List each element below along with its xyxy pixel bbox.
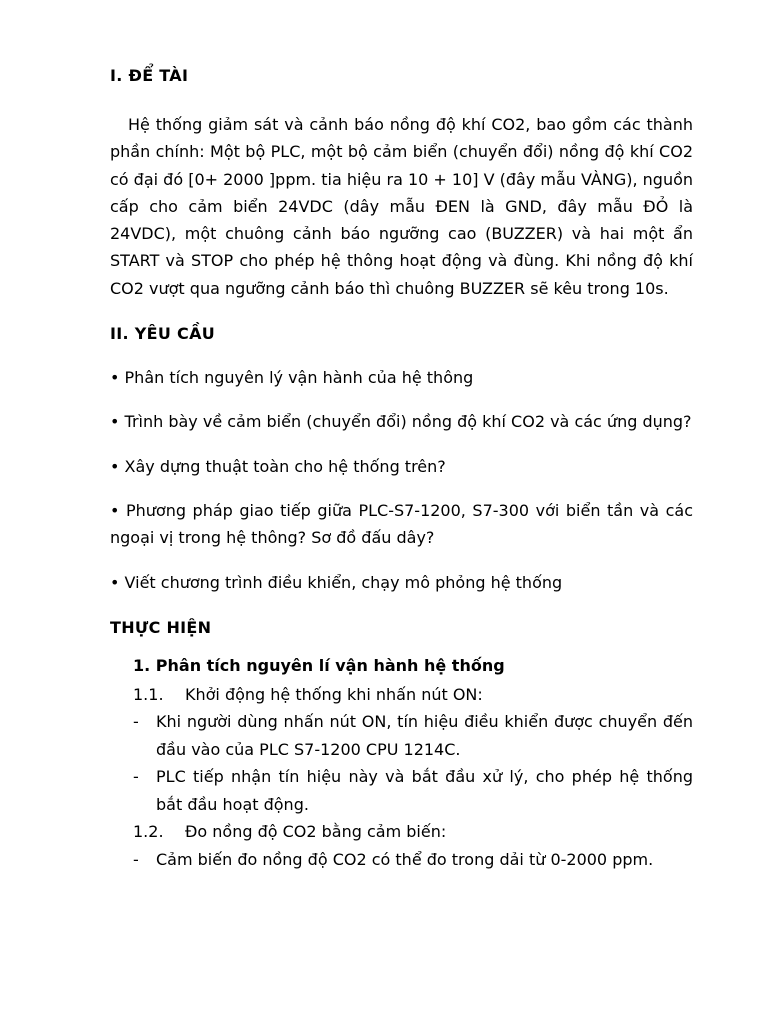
subsection-heading: 1. Phân tích nguyên lí vận hành hệ thống	[133, 655, 505, 675]
item-number: 1.2.	[133, 822, 164, 842]
requirement-item: • Trình bày về cảm biển (chuyển đổi) nồng độ khí CO2 và các ứng dụng?	[110, 412, 692, 432]
dash-marker: -	[133, 849, 139, 869]
section-title-yeu-cau: II. YÊU CẦU	[110, 324, 216, 344]
requirement-item: • Phân tích nguyên lý vận hành của hệ thông	[110, 368, 474, 388]
item-text: Khi người dùng nhấn nút ON, tín hiệu điều khiển được chuyển đến đầu vào của PLC S7-1200 CPU 1214C.	[156, 712, 693, 759]
dash-marker: -	[133, 712, 139, 732]
dash-marker: -	[133, 767, 139, 787]
requirement-item: • Phương pháp giao tiếp giữa PLC-S7-1200, S7-300 với biển tần và các ngoại vị trong hệ thông? Sơ đồ đấu dây?	[110, 500, 693, 548]
requirement-item: • Viết chương trình điều khiển, chạy mô phỏng hệ thống	[110, 572, 563, 592]
item-text: Khởi động hệ thống khi nhấn nút ON:	[185, 684, 483, 704]
item-text: PLC tiếp nhận tín hiệu này và bắt đầu xử lý, cho phép hệ thống bắt đầu hoạt động.	[156, 767, 693, 814]
item-text: Cảm biến đo nồng độ CO2 có thể đo trong dải từ 0-2000 ppm.	[156, 849, 654, 869]
dash-item	[133, 708, 693, 763]
document-content	[110, 62, 693, 873]
requirement-item: • Xây dựng thuật toàn cho hệ thống trên?	[110, 456, 446, 476]
item-number: 1.1.	[133, 684, 164, 704]
dash-item	[133, 763, 693, 818]
numbered-item	[133, 681, 693, 709]
item-text: Đo nồng độ CO2 bằng cảm biến:	[185, 822, 447, 842]
dash-item	[133, 846, 693, 874]
intro-paragraph: Hệ thống giảm sát và cảnh báo nồng độ khí CO2, bao gồm các thành phần chính: Một bộ PLC, một bộ cảm biển (chuyển đổi) nồng độ khí CO2 có đại đó [0+ 2000 ]ppm. tia hiệu ra 10 + 10] V (đây mẫu VÀNG), nguồn cấp cho cảm biển 24VDC (dây mẫu ĐEN là GND, đây mẫu ĐỎ là 24VDC), một chuông cảnh báo ngưỡng cao (BUZZER) và hai một ẩn START và STOP cho phép hệ thông hoạt động và đùng. Khi nồng độ khí CO2 vượt qua ngưỡng cảnh báo thì chuông BUZZER sẽ kêu trong 10s.	[110, 115, 694, 298]
numbered-item	[133, 818, 693, 846]
section-title-thuc-hien: THỰC HIỆN	[110, 617, 212, 637]
section-title-de-tai: I. ĐỂ TÀI	[110, 66, 189, 85]
